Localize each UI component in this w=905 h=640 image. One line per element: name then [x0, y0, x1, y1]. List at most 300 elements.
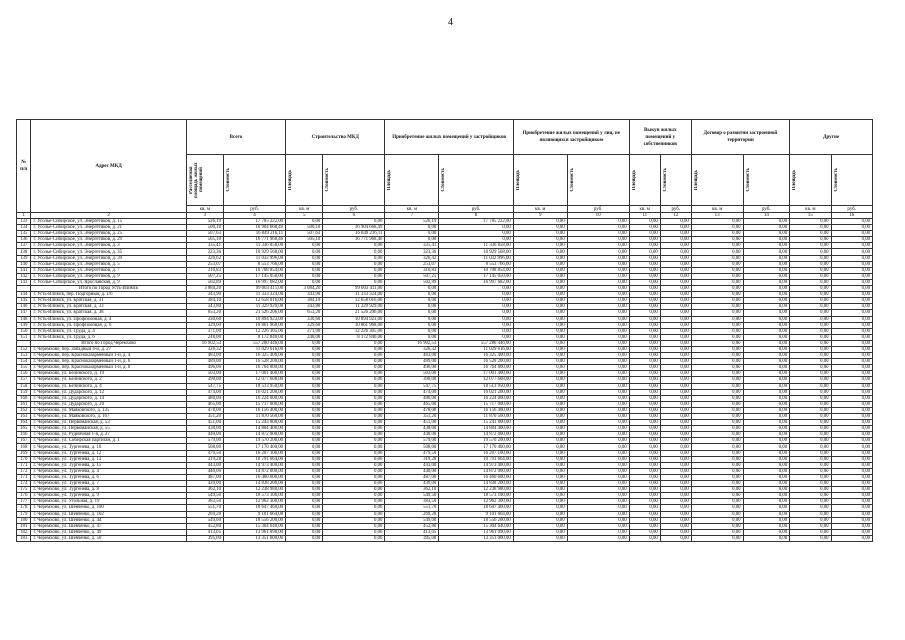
value-cell: 0,00 — [831, 462, 873, 468]
value-cell: 0,00 — [743, 505, 790, 511]
value-cell: 0,00 — [567, 468, 629, 474]
value-cell: 0,00 — [385, 304, 439, 310]
value-cell: 0,00 — [790, 231, 831, 237]
value-cell: 0,00 — [691, 286, 743, 292]
value-cell: 0,00 — [567, 414, 629, 420]
value-cell: 0,00 — [629, 316, 660, 322]
value-cell: 500,10 — [186, 225, 223, 231]
value-cell: 0,00 — [660, 481, 691, 487]
value-cell: 0,00 — [513, 517, 567, 523]
value-cell: 0,00 — [743, 474, 790, 480]
value-cell: 0,00 — [629, 273, 660, 279]
unit-rub: руб. — [743, 206, 790, 213]
value-cell: 0,00 — [790, 346, 831, 352]
value-cell: 0,00 — [831, 353, 873, 359]
address-cell: г. Усть-Илимск, ул. Братская, д. 31 — [31, 298, 186, 304]
value-cell: 0,00 — [629, 432, 660, 438]
value-cell: 0,00 — [660, 420, 691, 426]
value-cell: 330,60 — [186, 316, 223, 322]
address-cell: г. Черемхово, ул. Шевченко, д. 49 — [31, 529, 186, 535]
value-cell: 16 207 100,00 — [223, 450, 285, 456]
row-number: 165 — [17, 426, 31, 432]
header-group-nondeveloper-purchase: Приобретение жилых помещений у лиц, не являющихся застройщиком — [513, 120, 629, 155]
value-cell: 11 870 560,00 — [439, 414, 514, 420]
value-cell: 0,00 — [691, 511, 743, 517]
value-cell: 0,00 — [323, 346, 385, 352]
value-cell: 0,00 — [286, 219, 323, 225]
value-cell: 502,89 — [186, 279, 223, 285]
value-cell: 0,00 — [790, 462, 831, 468]
value-cell: 0,00 — [629, 462, 660, 468]
value-cell: 0,00 — [286, 261, 323, 267]
row-number: 160 — [17, 395, 31, 401]
value-cell: 0,00 — [790, 481, 831, 487]
value-cell: 16 849 216,11 — [223, 231, 285, 237]
address-cell: г. Черемхово, ул. Тургенева, д. 13 — [31, 456, 186, 462]
value-cell: 0,00 — [790, 517, 831, 523]
value-cell: 0,00 — [629, 450, 660, 456]
value-cell: 11 333 324,00 — [223, 292, 285, 298]
header-address: Адрес МКД — [31, 120, 186, 213]
value-cell: 0,00 — [790, 487, 831, 493]
value-cell: 0,00 — [629, 474, 660, 480]
value-cell: 0,00 — [660, 231, 691, 237]
value-cell: 0,00 — [323, 377, 385, 383]
value-cell: 0,00 — [567, 426, 629, 432]
value-cell: 474,00 — [385, 389, 439, 395]
value-cell: 474,00 — [186, 389, 223, 395]
value-cell: 0,00 — [660, 249, 691, 255]
column-index: 7 — [385, 213, 439, 219]
value-cell: 12 238 980,00 — [223, 487, 285, 493]
value-cell: 0,00 — [831, 267, 873, 273]
value-cell: 0,00 — [831, 529, 873, 535]
value-cell: 0,00 — [743, 450, 790, 456]
unit-area: кв. м — [513, 206, 567, 213]
value-cell: 0,00 — [691, 468, 743, 474]
value-cell: 326,32 — [385, 346, 439, 352]
value-cell: 0,00 — [790, 322, 831, 328]
value-cell: 11 333 324,00 — [323, 292, 385, 298]
value-cell: 0,00 — [660, 310, 691, 316]
value-cell: 0,00 — [691, 517, 743, 523]
value-cell: 12 226 305,00 — [323, 328, 385, 334]
value-cell: 0,00 — [513, 529, 567, 535]
value-cell: 0,00 — [660, 450, 691, 456]
value-cell: 15 717 000,00 — [223, 401, 285, 407]
value-cell: 8 553 766,00 — [223, 261, 285, 267]
value-cell: 0,00 — [743, 322, 790, 328]
value-cell: 269,28 — [385, 511, 439, 517]
value-cell: 0,00 — [323, 450, 385, 456]
value-cell: 0,00 — [691, 499, 743, 505]
value-cell: 0,00 — [691, 365, 743, 371]
value-cell: 0,00 — [567, 511, 629, 517]
value-cell: 480,00 — [186, 395, 223, 401]
value-cell: 0,00 — [691, 298, 743, 304]
address-cell: г. Черемхово, ул. Тургенева, д. 6 — [31, 474, 186, 480]
value-cell: 452,80 — [385, 523, 439, 529]
value-cell: 0,00 — [831, 322, 873, 328]
value-cell: 0,00 — [286, 481, 323, 487]
value-cell: 16 771 968,46 — [323, 237, 385, 243]
value-cell: 0,00 — [567, 420, 629, 426]
value-cell: 0,00 — [629, 444, 660, 450]
value-cell: 351,20 — [186, 414, 223, 420]
value-cell: 0,00 — [660, 383, 691, 389]
value-cell: 0,00 — [790, 383, 831, 389]
value-cell: 0,00 — [831, 383, 873, 389]
address-cell: г. Черемхово, ул. Тургенева, д. 7 — [31, 481, 186, 487]
value-cell: 526,19 — [385, 219, 439, 225]
value-cell: 19 570 200,00 — [439, 438, 514, 444]
value-cell: 0,00 — [629, 255, 660, 261]
value-cell: 0,00 — [629, 353, 660, 359]
value-cell: 0,00 — [629, 468, 660, 474]
value-cell: 0,00 — [323, 444, 385, 450]
value-cell: 371,00 — [286, 328, 323, 334]
value-cell: 0,00 — [831, 304, 873, 310]
value-cell: 549,50 — [186, 493, 223, 499]
value-cell: 0,00 — [831, 426, 873, 432]
value-cell: 0,00 — [691, 340, 743, 346]
value-cell: 439,00 — [385, 481, 439, 487]
value-cell: 9 101 664,00 — [223, 511, 285, 517]
value-cell: 440,00 — [186, 432, 223, 438]
value-cell: 0,00 — [743, 225, 790, 231]
value-cell: 0,00 — [286, 523, 323, 529]
value-cell: 0,00 — [831, 377, 873, 383]
value-cell: 0,00 — [567, 499, 629, 505]
value-cell: 0,00 — [385, 298, 439, 304]
value-cell: 0,00 — [743, 219, 790, 225]
value-cell: 0,00 — [743, 316, 790, 322]
value-cell: 0,00 — [691, 395, 743, 401]
row-number: 137 — [17, 243, 31, 249]
value-cell: 0,00 — [513, 304, 567, 310]
value-cell: 0,00 — [660, 353, 691, 359]
value-cell: 0,00 — [513, 353, 567, 359]
value-cell: 551,70 — [385, 505, 439, 511]
value-cell: 14 838 200,00 — [439, 481, 514, 487]
value-cell: 0,00 — [790, 401, 831, 407]
value-cell: 11 329 929,00 — [323, 304, 385, 310]
value-cell: 0,00 — [323, 462, 385, 468]
value-cell: 0,00 — [691, 231, 743, 237]
value-cell: 0,00 — [743, 261, 790, 267]
header-group-other: Другие — [790, 120, 873, 155]
value-cell: 16 224 000,00 — [439, 395, 514, 401]
value-cell: 0,00 — [286, 414, 323, 420]
value-cell: 13 351 000,00 — [439, 535, 514, 541]
value-cell: 0,00 — [513, 292, 567, 298]
address-cell: г. Черемхово, ул. Шевченко, д. 102 — [31, 511, 186, 517]
value-cell: 526,19 — [186, 219, 223, 225]
header-area: Площадь — [286, 155, 323, 206]
address-cell: г. Черемхово, ул. Угольная, д. 19 — [31, 499, 186, 505]
value-cell: 12 238 980,00 — [439, 487, 514, 493]
value-cell: 16 904 668,49 — [323, 225, 385, 231]
value-cell: 0,00 — [660, 243, 691, 249]
value-cell: 0,00 — [567, 535, 629, 541]
value-cell: 0,00 — [790, 389, 831, 395]
value-cell: 0,00 — [323, 267, 385, 273]
value-cell: 0,00 — [567, 523, 629, 529]
row-number: 140 — [17, 261, 31, 267]
value-cell: 0,00 — [567, 219, 629, 225]
value-cell: 0,00 — [660, 365, 691, 371]
value-cell: 0,00 — [743, 304, 790, 310]
value-cell: 14 838 200,00 — [223, 481, 285, 487]
value-cell: 0,00 — [629, 529, 660, 535]
value-cell: 479,50 — [385, 450, 439, 456]
value-cell: 17 170 400,00 — [223, 444, 285, 450]
value-cell: 0,00 — [743, 481, 790, 487]
value-cell: 17 785 222,00 — [439, 219, 514, 225]
value-cell: 21 526 206,00 — [323, 310, 385, 316]
value-cell: 9 101 664,00 — [439, 511, 514, 517]
value-cell: 0,00 — [629, 395, 660, 401]
value-cell: 487,00 — [186, 474, 223, 480]
header-group-buyout: Выкуп жилых помещений у собственников — [629, 120, 691, 155]
value-cell: 10 708 854,00 — [439, 267, 514, 273]
address-cell: г. Черемхово, ул. Тургенева, д. 8 — [31, 487, 186, 493]
value-cell: 12 658 016,00 — [223, 298, 285, 304]
value-cell: 0,00 — [743, 462, 790, 468]
value-cell: 12 077 608,00 — [439, 377, 514, 383]
value-cell: 0,00 — [743, 334, 790, 340]
value-cell: 0,00 — [439, 316, 514, 322]
address-cell: г. Черемхово, ул. Тургенева, д. 15 — [31, 462, 186, 468]
row-number: 135 — [17, 231, 31, 237]
value-cell: 0,00 — [513, 316, 567, 322]
value-cell: 19 570 200,00 — [223, 438, 285, 444]
value-cell: 0,00 — [286, 249, 323, 255]
value-cell: 452,80 — [186, 523, 223, 529]
value-cell: 248,00 — [286, 334, 323, 340]
value-cell: 14 804 400,00 — [439, 426, 514, 432]
value-cell: 384,10 — [286, 298, 323, 304]
address-cell: г. Черемхово, ул. Первомайская, д. 53 — [31, 420, 186, 426]
column-index: 16 — [831, 213, 873, 219]
value-cell: 0,00 — [567, 322, 629, 328]
value-cell: 489,00 — [385, 359, 439, 365]
value-cell: 0,00 — [660, 474, 691, 480]
value-cell: 0,00 — [691, 481, 743, 487]
value-cell: 549,00 — [186, 517, 223, 523]
value-cell: 0,00 — [790, 340, 831, 346]
row-number: 154 — [17, 359, 31, 365]
row-number: 182 — [17, 529, 31, 535]
value-cell: 10 929 568,00 — [223, 249, 285, 255]
value-cell: 0,00 — [513, 243, 567, 249]
value-cell: 329,60 — [286, 322, 323, 328]
header-area: Площадь — [691, 155, 743, 206]
value-cell: 0,00 — [790, 432, 831, 438]
value-cell: 0,00 — [323, 371, 385, 377]
value-cell: 0,00 — [513, 468, 567, 474]
value-cell: 0,00 — [691, 310, 743, 316]
value-cell: 0,00 — [286, 468, 323, 474]
row-number: 146 — [17, 304, 31, 310]
value-cell: 0,00 — [691, 359, 743, 365]
value-cell: 0,00 — [286, 450, 323, 456]
value-cell: 0,00 — [831, 279, 873, 285]
address-cell: г. Черемхово, ул. Шевченко, д. 50 — [31, 535, 186, 541]
value-cell: 0,00 — [439, 298, 514, 304]
row-number: 166 — [17, 432, 31, 438]
value-cell: 0,00 — [743, 231, 790, 237]
value-cell: 99 003 411,00 — [323, 286, 385, 292]
value-cell: 0,00 — [660, 395, 691, 401]
value-cell: 0,00 — [513, 535, 567, 541]
row-number: 170 — [17, 456, 31, 462]
value-cell: 343,80 — [186, 304, 223, 310]
value-cell: 15 243 800,00 — [223, 420, 285, 426]
value-cell: 0,00 — [323, 456, 385, 462]
value-cell: 0,00 — [567, 450, 629, 456]
table-header — [17, 120, 873, 219]
row-number: 138 — [17, 249, 31, 255]
value-cell: 0,00 — [831, 219, 873, 225]
value-cell: 0,00 — [286, 426, 323, 432]
value-cell: 18 556 200,00 — [439, 517, 514, 523]
value-cell: 0,00 — [790, 304, 831, 310]
value-cell: 17 145 050,00 — [439, 273, 514, 279]
value-cell: 0,00 — [743, 444, 790, 450]
value-cell: 0,00 — [629, 499, 660, 505]
value-cell: 0,00 — [323, 255, 385, 261]
value-cell: 0,00 — [691, 255, 743, 261]
value-cell: 0,00 — [831, 261, 873, 267]
value-cell: 0,00 — [629, 481, 660, 487]
value-cell: 507,25 — [186, 273, 223, 279]
value-cell: 549,50 — [385, 493, 439, 499]
row-number: 168 — [17, 444, 31, 450]
value-cell: 0,00 — [691, 450, 743, 456]
value-cell: 0,00 — [790, 535, 831, 541]
value-cell: 0,00 — [629, 487, 660, 493]
value-cell: 0,00 — [629, 365, 660, 371]
value-cell: 0,00 — [567, 383, 629, 389]
value-cell: 0,00 — [513, 383, 567, 389]
value-cell: 0,00 — [567, 225, 629, 231]
column-index: 10 — [567, 213, 629, 219]
value-cell: 0,00 — [743, 353, 790, 359]
value-cell: 0,00 — [629, 438, 660, 444]
unit-area: кв. м — [286, 206, 323, 213]
value-cell: 508,00 — [186, 444, 223, 450]
value-cell: 0,00 — [831, 340, 873, 346]
value-cell: 0,00 — [691, 371, 743, 377]
value-cell: 0,00 — [790, 334, 831, 340]
value-cell: 0,00 — [691, 414, 743, 420]
value-cell: 0,00 — [691, 225, 743, 231]
value-cell: 0,00 — [567, 255, 629, 261]
value-cell: 0,00 — [323, 505, 385, 511]
address-cell: г. Усть-Илимск, ул. Профсоюзная, д. 4 — [31, 316, 186, 322]
value-cell: 18 647 460,00 — [439, 505, 514, 511]
value-cell: 0,00 — [743, 529, 790, 535]
value-cell: 0,00 — [286, 359, 323, 365]
value-cell: 451,00 — [186, 420, 223, 426]
value-cell: 316,83 — [385, 267, 439, 273]
value-cell: 0,00 — [513, 481, 567, 487]
value-cell: 0,00 — [567, 395, 629, 401]
value-cell: 0,00 — [831, 334, 873, 340]
address-cell: г. Черемхово, ул. Шевченко, д. 100 — [31, 505, 186, 511]
column-index: 12 — [660, 213, 691, 219]
value-cell: 0,00 — [691, 353, 743, 359]
value-cell: 0,00 — [831, 474, 873, 480]
value-cell: 0,00 — [790, 365, 831, 371]
value-cell: 0,00 — [286, 377, 323, 383]
value-cell: 0,00 — [629, 340, 660, 346]
value-cell: 18 573 100,00 — [223, 493, 285, 499]
unit-area: кв. м — [385, 206, 439, 213]
row-number: 159 — [17, 389, 31, 395]
value-cell: 0,00 — [567, 286, 629, 292]
row-number: 142 — [17, 273, 31, 279]
value-cell: 11 032 996,00 — [439, 255, 514, 261]
value-cell: 0,00 — [831, 444, 873, 450]
value-cell: 0,00 — [831, 517, 873, 523]
header-area: Площадь — [385, 155, 439, 206]
value-cell: 0,00 — [629, 414, 660, 420]
value-cell: 0,00 — [691, 523, 743, 529]
value-cell: 330,60 — [286, 316, 323, 322]
value-cell: 0,00 — [831, 249, 873, 255]
value-cell: 0,00 — [323, 353, 385, 359]
value-cell: 0,00 — [691, 389, 743, 395]
value-cell: 0,00 — [513, 456, 567, 462]
value-cell: 16 325 400,00 — [439, 353, 514, 359]
address-cell: г. Черемхово, ул. Маяковского, д. 135 — [31, 407, 186, 413]
value-cell: 0,00 — [660, 346, 691, 352]
value-cell: 0,00 — [323, 395, 385, 401]
address-cell: г. Усть-Илимск, ул. Труда, д. 4 — [31, 328, 186, 334]
value-cell: 0,00 — [513, 462, 567, 468]
value-cell: 269,28 — [186, 511, 223, 517]
value-cell: 0,00 — [660, 328, 691, 334]
row-number: 145 — [17, 298, 31, 304]
header-cost: Стоимость — [323, 155, 385, 206]
value-cell: 0,00 — [323, 535, 385, 541]
unit-area: кв. м — [629, 206, 660, 213]
value-cell: 0,00 — [790, 456, 831, 462]
value-cell: 0,00 — [691, 322, 743, 328]
value-cell: 0,00 — [743, 438, 790, 444]
value-cell: 0,00 — [323, 432, 385, 438]
value-cell: 0,00 — [286, 529, 323, 535]
value-cell: 440,00 — [385, 468, 439, 474]
value-cell: 0,00 — [743, 395, 790, 401]
value-cell: 0,00 — [629, 328, 660, 334]
value-cell: 478,00 — [186, 407, 223, 413]
value-cell: 0,00 — [567, 340, 629, 346]
header-group-development-contract: Договор о развитии застроенной территории — [691, 120, 789, 155]
value-cell: 16 207 100,00 — [439, 450, 514, 456]
value-cell: 15 243 800,00 — [439, 420, 514, 426]
value-cell: 0,00 — [567, 231, 629, 237]
value-cell: 16 156 400,00 — [439, 407, 514, 413]
value-cell: 0,00 — [743, 371, 790, 377]
value-cell: 0,00 — [567, 304, 629, 310]
value-cell: 16 764 800,00 — [223, 365, 285, 371]
row-number: 180 — [17, 517, 31, 523]
value-cell: 0,00 — [691, 261, 743, 267]
value-cell: 0,00 — [831, 310, 873, 316]
